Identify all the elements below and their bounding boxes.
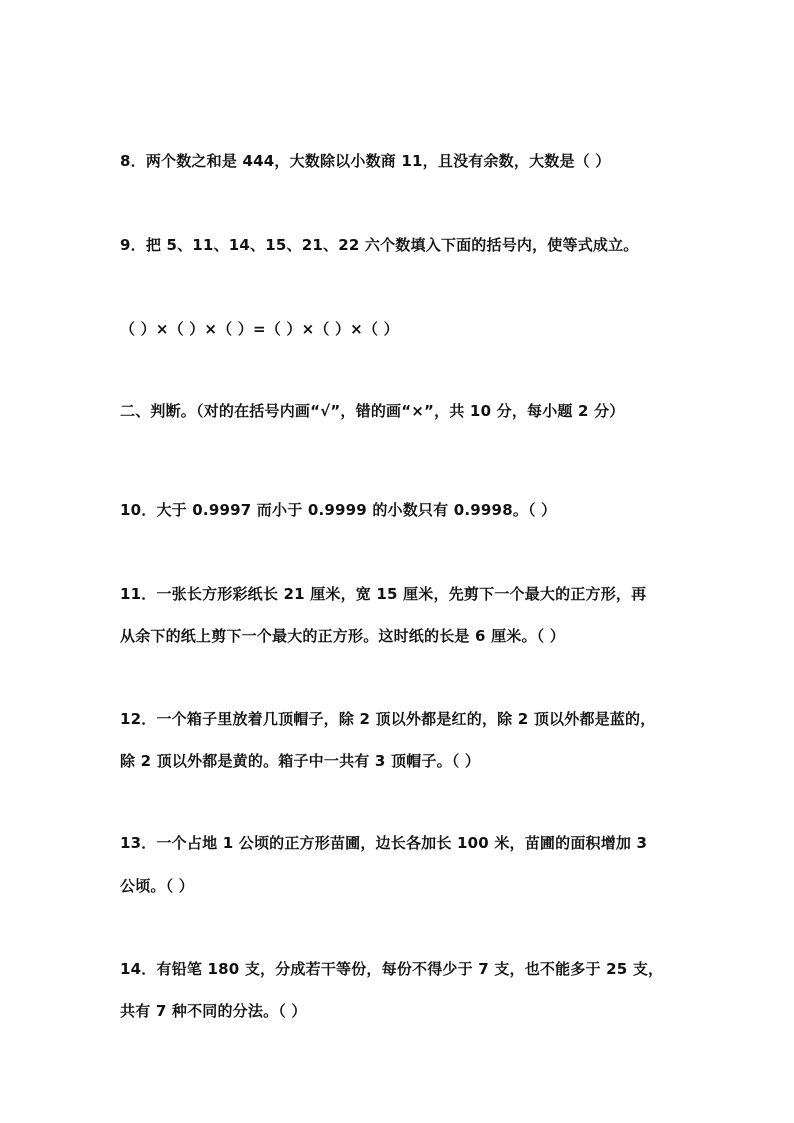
q14-text-line1: 14．有铅笔 180 支，分成若干等份，每份不得少于 7 支，也不能多于 25 支， <box>120 960 664 978</box>
q10-text: 10．大于 0.9997 而小于 0.9999 的小数只有 0.9998。（ ） <box>120 501 557 519</box>
q13-text-line1: 13．一个占地 1 公顷的正方形苗圃，边长各加长 100 米，苗圃的面积增加 3 <box>120 834 648 852</box>
q12-text-line1: 12．一个箱子里放着几顶帽子，除 2 顶以外都是红的，除 2 顶以外都是蓝的， <box>120 710 656 728</box>
q14-text-line2: 共有 7 种不同的分法。（ ） <box>120 1002 307 1020</box>
q9-text: 9．把 5、11、14、15、21、22 六个数填入下面的括号内，使等式成立。 <box>120 236 639 254</box>
section-heading: 二、判断。（对的在括号内画“√”，错的画“×”，共 10 分，每小题 2 分） <box>120 402 625 420</box>
q11-text-line1: 11．一张长方形彩纸长 21 厘米，宽 15 厘米，先剪下一个最大的正方形，再 <box>120 585 647 603</box>
q12-text-line2: 除 2 顶以外都是黄的。箱子中一共有 3 顶帽子。（ ） <box>120 752 481 770</box>
q8-text: 8．两个数之和是 444，大数除以小数商 11，且没有余数，大数是（ ） <box>120 152 611 170</box>
q11-text-line2: 从余下的纸上剪下一个最大的正方形。这时纸的长是 6 厘米。（ ） <box>120 627 566 645</box>
q9-equation: （ ）×（ ）×（ ）=（ ）×（ ）×（ ） <box>120 320 399 338</box>
q13-text-line2: 公顷。（ ） <box>120 877 194 895</box>
